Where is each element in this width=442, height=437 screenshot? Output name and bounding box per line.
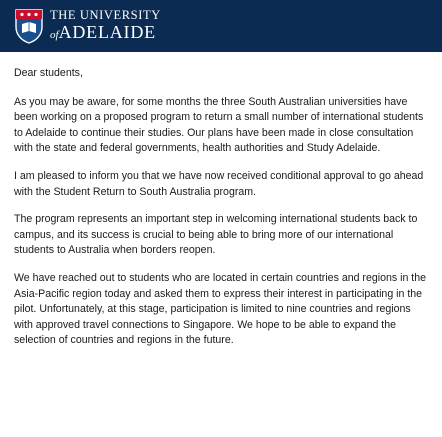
logo-bottom-text: ADELAIDE (58, 21, 156, 42)
university-logo[interactable] (50, 8, 161, 45)
paragraph: We have reached out to students who are located in certain countries and regions in the Asia-Pacific region today and asked them to express their interest in participating in the pilot. Unfortunately, at this stage, participation is limited to nine countries and regions with approved travel connections to Singapore. We hope to be able to expand the selection of countries and regions in the future. (14, 271, 427, 347)
letter-body (0, 52, 442, 349)
university-crest-icon[interactable] (14, 7, 44, 45)
logo-of-text: of (50, 28, 59, 41)
site-header (0, 0, 442, 52)
paragraph: As you may be aware, for some months the three South Australian universities have been working on a proposed program to return a small number of international students to Adelaide to continue their studies. Our plans have been made in close consultation with the state and federal governments, health authorities and Study Adelaide. (14, 95, 424, 155)
logo-top-text: THE UNIVERSITY (50, 7, 161, 22)
paragraph: I am pleased to inform you that we have now received conditional approval to go ahead with the Student Return to South Australia program. (14, 169, 424, 198)
salutation: Dear students, (14, 67, 83, 79)
paragraph: The program represents an important step in welcoming international students back to campus, and its success is crucial to being able to bring more of our international students to Australia when borders reopen. (14, 213, 418, 257)
logo-bottom-line (50, 22, 161, 45)
